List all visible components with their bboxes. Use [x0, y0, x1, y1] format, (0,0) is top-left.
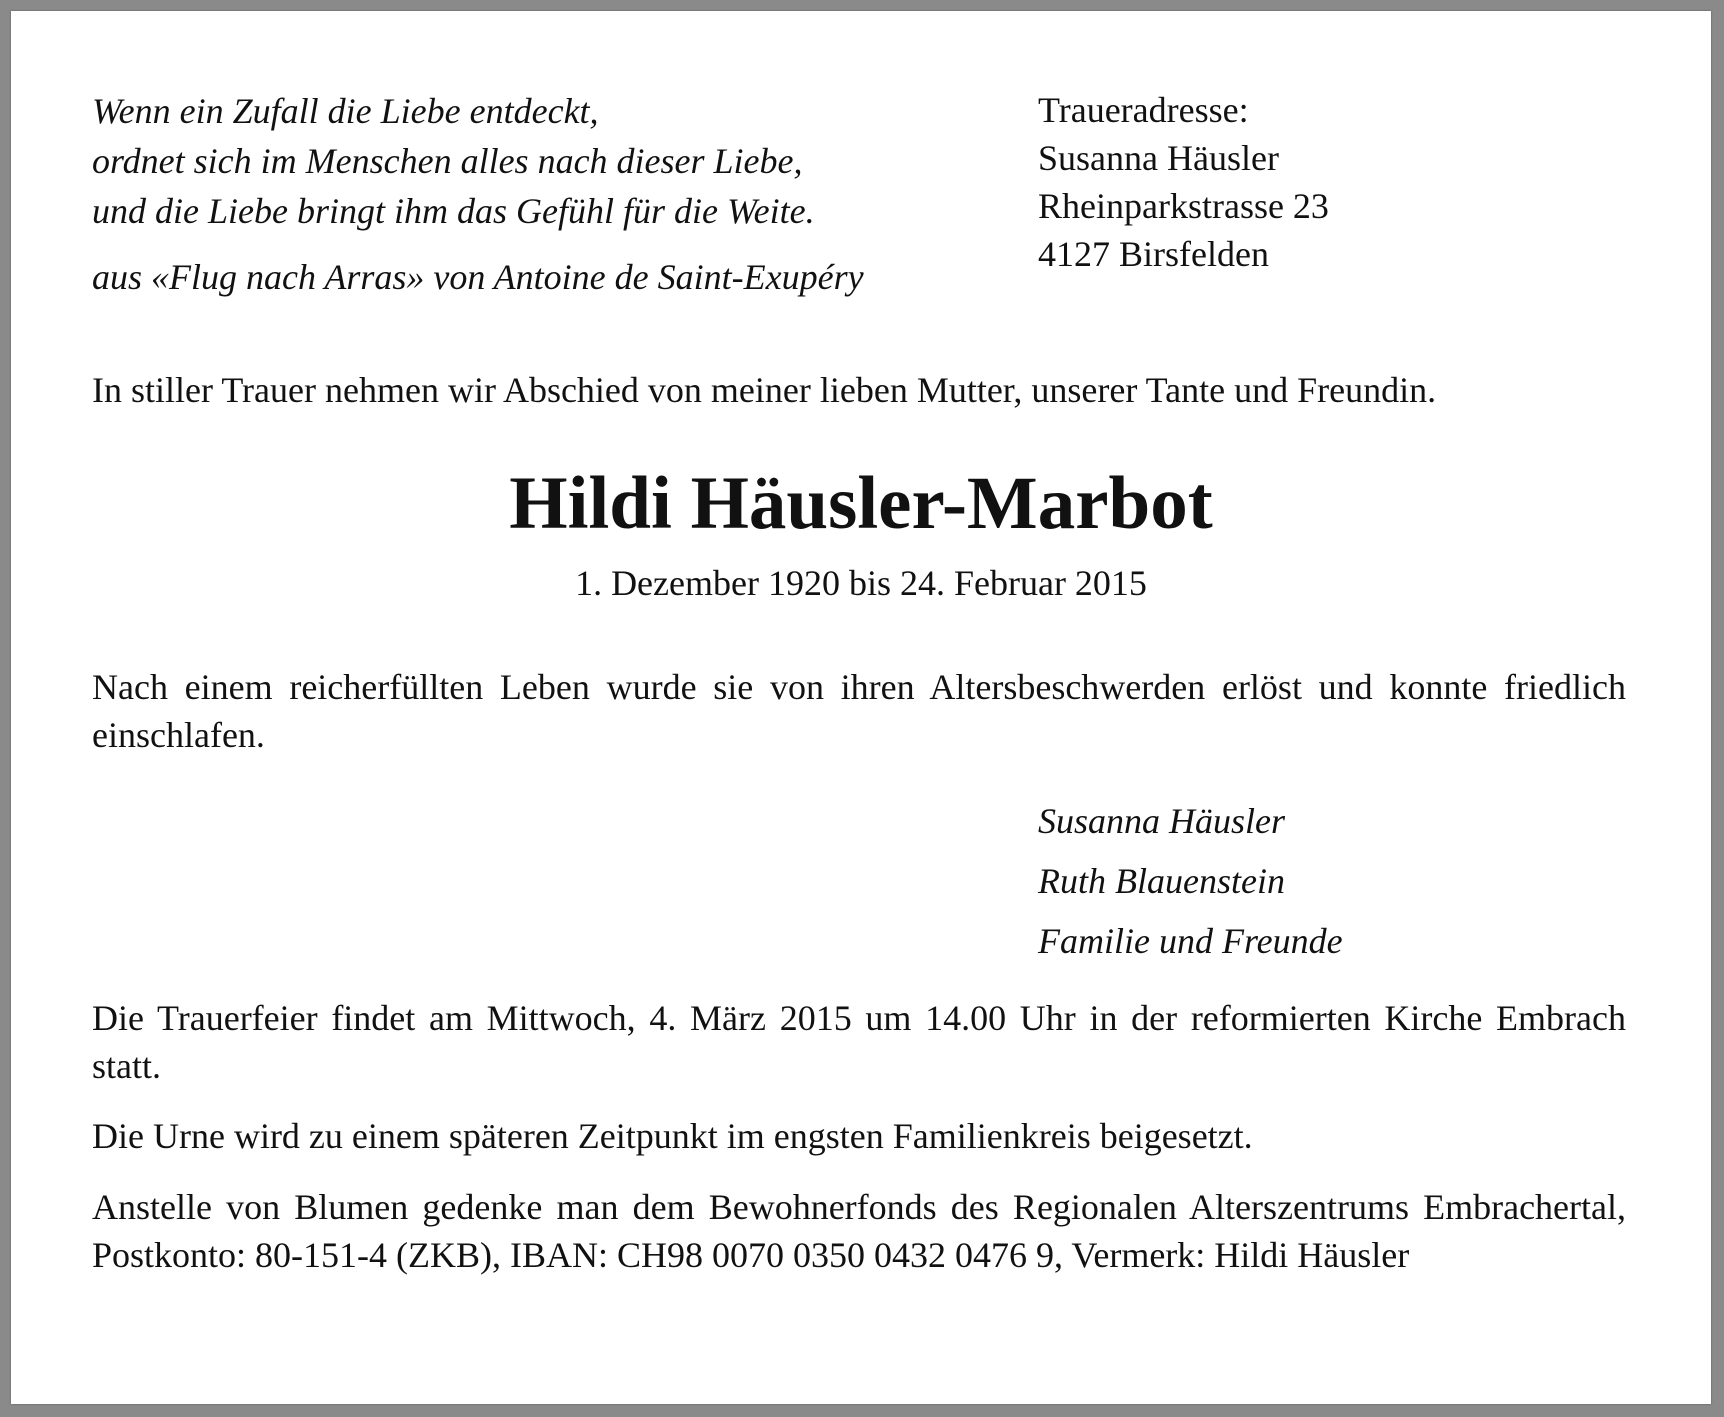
signer-2: Ruth Blauenstein	[1038, 861, 1285, 901]
poem-source: aus «Flug nach Arras» von Antoine de Saint-Exupéry	[92, 257, 864, 297]
signer-1: Susanna Häusler	[1038, 801, 1286, 841]
signer-3: Familie und Freunde	[1038, 921, 1343, 961]
donation-paragraph: Anstelle von Blumen gedenke man dem Bewohnerfonds des Regionalen Alterszentrums Embrachertal, Postkonto: 80-151-4 (ZKB), IBAN: CH98 0070 0350 0432 0476 9, Vermerk: Hildi Häusler	[92, 1187, 1626, 1275]
life-paragraph: Nach einem reicherfüllten Leben wurde sie von ihren Altersbeschwerden erlöst und konnte friedlich einschlafen.	[92, 667, 1626, 755]
signers-list	[1038, 791, 1343, 971]
ceremony-paragraph: Die Trauerfeier findet am Mittwoch, 4. März 2015 um 14.00 Uhr in der reformierten Kirche Embrach statt.	[92, 998, 1626, 1086]
address-street: Rheinparkstrasse 23	[1038, 186, 1329, 226]
poem-line-1: Wenn ein Zufall die Liebe entdeckt,	[92, 91, 599, 131]
life-dates: 1. Dezember 1920 bis 24. Februar 2015	[575, 563, 1147, 603]
address-city: 4127 Birsfelden	[1038, 234, 1269, 274]
poem-line-2: ordnet sich im Menschen alles nach dieser Liebe,	[92, 141, 803, 181]
obituary-page	[11, 11, 1711, 1404]
mourning-address	[1038, 86, 1329, 278]
deceased-name: Hildi Häusler-Marbot	[509, 462, 1213, 545]
address-name: Susanna Häusler	[1038, 138, 1279, 178]
poem-quote	[92, 86, 815, 236]
poem-line-3: und die Liebe bringt ihm das Gefühl für die Weite.	[92, 191, 815, 231]
intro-text: In stiller Trauer nehmen wir Abschied von meiner lieben Mutter, unserer Tante und Freundin.	[92, 370, 1437, 410]
address-label: Traueradresse:	[1038, 90, 1249, 130]
urn-paragraph: Die Urne wird zu einem späteren Zeitpunkt im engsten Familienkreis beigesetzt.	[92, 1116, 1253, 1156]
